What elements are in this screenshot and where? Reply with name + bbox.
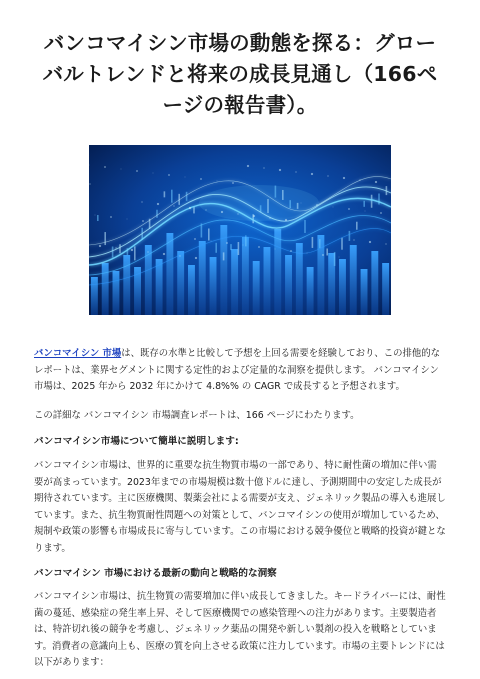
hero-sparkle: [147, 251, 148, 252]
hero-candle: [164, 191, 166, 197]
hero-bar: [177, 251, 184, 315]
hero-candle: [171, 190, 173, 203]
hero-sparkle: [375, 181, 377, 183]
hero-sparkle: [110, 216, 112, 218]
hero-sparkle: [307, 253, 308, 254]
section-body-trends: バンコマイシン市場は、抗生物質の需要増加に伴い成長してきました。キードライバーには、耐性菌の蔓延、感染症の発生率上昇、そして医療機関での感染管理への注力があります。主要製造者は、特許切れ後の競争を考慮し、ジェネリック薬品の開発や新しい製剤の投入を戦略としています。消費者の意識向上も、医療の質を向上させる政策に注力しています。市場の主要トレンドには以下があります：: [34, 591, 446, 668]
hero-sparkle: [89, 183, 90, 184]
section-heading-overview: バンコマイシン市場について簡単に説明します:: [34, 436, 239, 447]
hero-bar: [274, 229, 281, 315]
hero-sparkle: [115, 247, 116, 248]
section-heading-trends: バンコマイシン 市場における最新の動向と戦略的な洞察: [34, 568, 277, 579]
hero-sparkle: [327, 175, 328, 176]
hero-sparkle: [173, 205, 174, 206]
hero-sparkle: [290, 250, 292, 252]
hero-sparkle: [195, 257, 197, 259]
hero-sparkle: [322, 254, 324, 256]
hero-sparkle: [153, 173, 154, 174]
hero-sparkle: [365, 211, 366, 212]
hero-sparkle: [95, 215, 96, 216]
hero-bar: [382, 263, 389, 315]
hero-sparkle: [211, 241, 212, 242]
hero-sparkle: [99, 245, 101, 247]
hero-bar: [242, 237, 249, 315]
hero-sparkle: [136, 170, 138, 172]
hero-sparkle: [275, 249, 276, 250]
hero-candle: [334, 252, 336, 266]
hero-bar: [231, 249, 238, 315]
hero-bar: [296, 243, 303, 315]
market-link[interactable]: バンコマイシン 市場: [34, 348, 122, 359]
intro-text: は、既存の水準と比較して予想を上回る需要を経験しており、この排他的なレポートは、業界セグメントに関する定性的および定量的な洞察を提供します。 バンコマイシン 市場は、2025 年から 2032 年にかけて 4.8%% の CAGR で成長すると予想されます。: [34, 348, 440, 392]
hero-sparkle: [104, 166, 106, 168]
hero-sparkle: [247, 165, 249, 167]
hero-sparkle: [141, 201, 142, 202]
hero-sparkle: [258, 246, 260, 248]
hero-bar: [350, 245, 357, 315]
hero-bar: [285, 255, 292, 315]
hero-sparkle: [385, 243, 386, 244]
hero-bar: [123, 255, 130, 315]
hero-sparkle: [179, 255, 180, 256]
hero-sparkle: [285, 219, 287, 221]
hero-candle: [304, 220, 306, 233]
hero-sparkle: [339, 257, 340, 258]
hero-sparkle: [157, 203, 159, 205]
hero-sparkle: [127, 219, 128, 220]
hero-bar: [113, 271, 120, 315]
hero-sparkle: [380, 212, 382, 214]
hero-sparkle: [226, 242, 228, 244]
hero-bar: [253, 261, 260, 315]
hero-sparkle: [168, 174, 170, 176]
hero-candle: [156, 210, 158, 218]
hero-sparkle: [217, 181, 218, 182]
hero-sparkle: [353, 239, 354, 240]
hero-candle: [104, 232, 106, 245]
hero-candle: [326, 248, 328, 255]
hero-bar: [371, 251, 378, 315]
hero-sparkle: [200, 178, 202, 180]
hero-bar: [91, 277, 98, 315]
hero-candle: [363, 201, 365, 207]
hero-sparkle: [185, 177, 186, 178]
hero-sparkle: [194, 238, 196, 240]
hero-bar: [361, 269, 368, 315]
hero-sparkle: [311, 173, 313, 175]
hero-sparkle: [295, 171, 296, 172]
hero-candle: [186, 192, 188, 201]
section-body-overview: バンコマイシン市場は、世界的に重要な抗生物質市場の一部であり、特に耐性菌の増加に伴い需要が高まっています。2023年までの市場規模は数十億ドルに達し、予測期間中の安定した成長が期待されています。主に医療機関、製薬会社による需要が支え、ジェネリック製品の導入も進展しています。また、抗生物質耐性問題への対策として、バンコマイシンの使用が増加しているため、規制や政策の影響も市場成長に寄与しています。この市場における競争優位と戦略的投資が鍵となります。: [34, 460, 446, 554]
hero-candle: [97, 215, 99, 221]
hero-sparkle: [121, 169, 122, 170]
hero-bar: [264, 247, 271, 315]
hero-sparkle: [333, 207, 334, 208]
hero-candle: [371, 195, 373, 208]
hero-candle: [319, 239, 321, 248]
hero-sparkle: [189, 207, 191, 209]
page-title: バンコマイシン市場の動態を探る：グローバルトレンドと将来の成長見通し（166ページの報告書）。: [42, 31, 438, 117]
financial-chart-image: [89, 145, 391, 315]
intro-paragraph: [34, 346, 446, 396]
hero-sparkle: [232, 182, 234, 184]
hero-candle: [208, 229, 210, 241]
hero-candle: [119, 244, 121, 253]
hero-bar: [199, 241, 206, 315]
hero-bar: [145, 245, 152, 315]
hero-bar: [102, 263, 109, 315]
hero-candle: [201, 224, 203, 238]
hero-bar: [210, 257, 217, 315]
hero-candle: [215, 243, 217, 253]
pages-note: この詳細な バンコマイシン 市場調査レポートは、166 ページにわたります。: [34, 409, 360, 421]
hero-candle: [223, 252, 225, 260]
hero-sparkle: [279, 169, 281, 171]
hero-candle: [312, 237, 314, 248]
hero-candle: [341, 238, 343, 250]
hero-candle: [193, 206, 195, 213]
hero-candle: [356, 222, 358, 230]
hero-sparkle: [348, 208, 350, 210]
hero-sparkle: [142, 220, 144, 222]
hero-candle: [230, 244, 232, 250]
hero-candle: [134, 246, 136, 260]
hero-candle: [238, 242, 240, 255]
hero-bar: [188, 265, 195, 315]
hero-candle: [349, 231, 351, 241]
hero-bar: [307, 267, 314, 315]
hero-sparkle: [131, 249, 133, 251]
hero-bar: [166, 233, 173, 315]
hero-candle: [112, 247, 114, 258]
hero-sparkle: [263, 167, 264, 168]
hero-sparkle: [243, 245, 244, 246]
hero-sparkle: [359, 179, 360, 180]
hero-bar: [339, 259, 346, 315]
hero-bar: [156, 259, 163, 315]
hero-candle: [378, 193, 380, 204]
hero-sparkle: [343, 177, 345, 179]
hero-sparkle: [163, 253, 165, 255]
hero-sparkle: [369, 241, 371, 243]
